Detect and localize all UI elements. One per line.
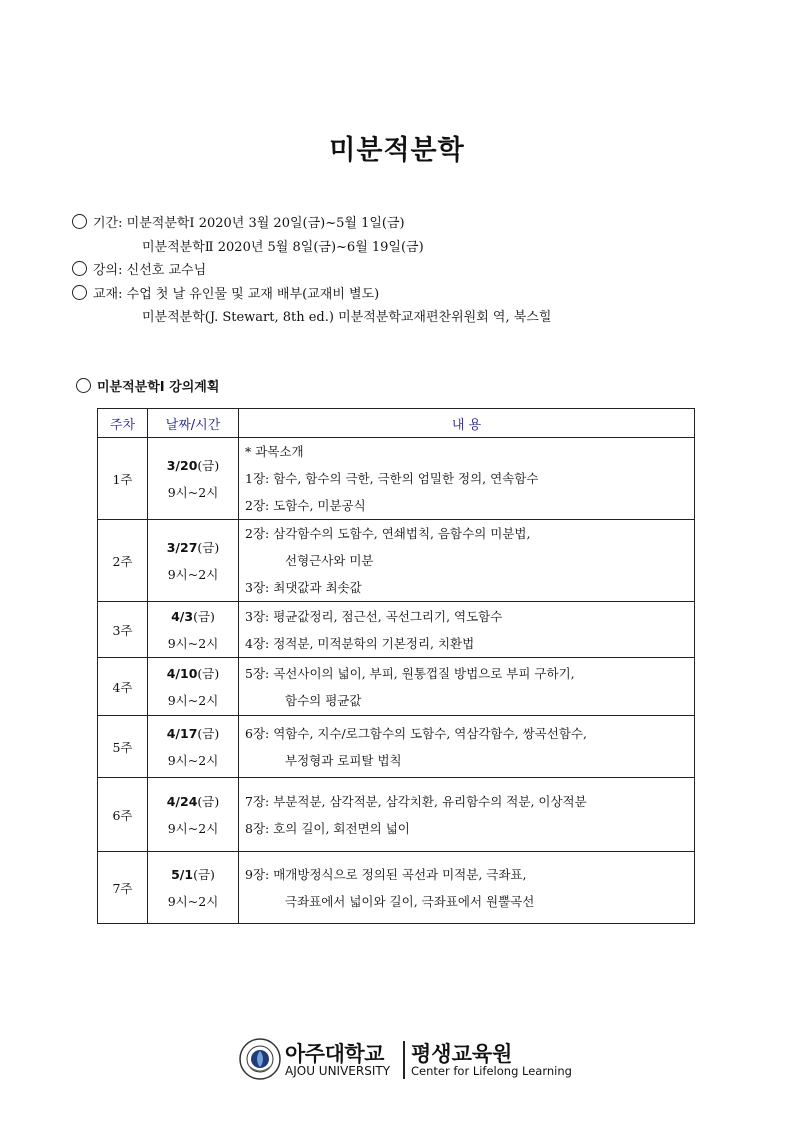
table-header-row (98, 409, 695, 438)
logo-center-kr: 평생교육원 (411, 1042, 513, 1066)
period-2: 미분적분학Ⅱ 2020년 5월 8일(금)~6월 19일(금) (142, 239, 424, 255)
date-cell (148, 658, 239, 716)
section-heading (76, 376, 219, 395)
lecturer-label: 강의: (93, 263, 123, 278)
date-cell (148, 602, 239, 658)
table-row (98, 438, 695, 520)
content-line: 4장: 정적분, 미적분학의 기본정리, 치환법 (245, 635, 475, 651)
date-text (148, 720, 238, 747)
week-cell: 5주 (98, 716, 148, 778)
circle-bullet-icon (72, 214, 87, 229)
period-line (72, 212, 551, 236)
content-line: 선형근사와 미분 (285, 553, 374, 568)
content-line: 3장: 최댓값과 최솟값 (245, 580, 362, 595)
header-week: 주차 (98, 409, 148, 438)
content-line: 9장: 매개방정식으로 정의된 곡선과 미적분, 극좌표, (245, 866, 527, 882)
period-1: 미분적분학Ⅰ 2020년 3월 20일(금)~5월 1일(금) (126, 216, 405, 231)
table-row (98, 658, 695, 716)
content-line: 극좌표에서 넓이와 길이, 극좌표에서 원뿔곡선 (285, 893, 535, 909)
header-date: 날짜/시간 (148, 409, 239, 438)
content-cell (239, 602, 695, 658)
header-content: 내 용 (239, 409, 695, 438)
time-text: 9시~2시 (167, 752, 219, 768)
table-row (98, 716, 695, 778)
time-text: 9시~2시 (167, 893, 219, 909)
content-line: 7장: 부분적분, 삼각적분, 삼각치환, 유리함수의 적분, 이상적분 (245, 793, 587, 809)
date-text (148, 660, 238, 687)
date-value: 4/10 (166, 665, 198, 681)
day-of-week: (금) (197, 457, 220, 473)
day-of-week: (금) (197, 665, 220, 681)
date-cell (148, 716, 239, 778)
time-text: 9시~2시 (167, 820, 219, 836)
logo-divider (403, 1041, 405, 1079)
date-text (148, 452, 238, 479)
week-cell: 6주 (98, 778, 148, 852)
logo-univ-en: AJOU UNIVERSITY (285, 1064, 391, 1078)
time-text: 9시~2시 (167, 484, 219, 500)
time-text: 9시~2시 (167, 566, 219, 582)
day-of-week: (금) (197, 725, 220, 741)
content-line: 3장: 평균값정리, 점근선, 곡선그리기, 역도함수 (245, 608, 503, 624)
table-row (98, 520, 695, 602)
day-of-week: (금) (197, 539, 220, 555)
lecturer-line (72, 259, 551, 283)
date-value: 5/1 (171, 866, 194, 882)
content-line: 1장: 함수, 함수의 극한, 극한의 엄밀한 정의, 연속함수 (245, 471, 539, 486)
content-cell (239, 716, 695, 778)
content-line: 함수의 평균값 (285, 692, 362, 708)
date-text (148, 603, 238, 630)
day-of-week: (금) (197, 793, 220, 809)
circle-bullet-icon (72, 261, 87, 276)
day-of-week: (금) (193, 866, 215, 882)
textbook-label: 교재: (93, 286, 123, 302)
table-row (98, 852, 695, 924)
content-line: * 과목소개 (245, 444, 304, 459)
date-value: 4/24 (166, 793, 198, 809)
table-body (98, 438, 695, 924)
table-row (98, 778, 695, 852)
textbook-1: 수업 첫 날 유인물 및 교재 배부(교재비 별도) (126, 286, 380, 302)
date-text (148, 861, 238, 888)
week-cell: 7주 (98, 852, 148, 924)
lecturer-name: 신선호 교수님 (126, 263, 207, 278)
period-line-2 (72, 236, 551, 260)
content-line: 6장: 역함수, 지수/로그함수의 도함수, 역삼각함수, 쌍곡선함수, (245, 725, 587, 741)
content-cell (239, 852, 695, 924)
university-seal-icon (238, 1037, 282, 1081)
textbook-2: 미분적분학(J. Stewart, 8th ed.) 미분적분학교재편찬위원회 역, 북스힐 (142, 310, 552, 325)
period-label: 기간: (93, 216, 123, 231)
logo-center-en: Center for Lifelong Learning (411, 1064, 572, 1078)
section-title: 미분적분학Ⅰ 강의계획 (97, 380, 220, 395)
content-cell (239, 778, 695, 852)
time-text: 9시~2시 (167, 692, 219, 708)
content-line: 5장: 곡선사이의 넓이, 부피, 원통껍질 방법으로 부피 구하기, (245, 665, 575, 681)
textbook-line (72, 283, 551, 307)
date-cell (148, 778, 239, 852)
date-cell (148, 520, 239, 602)
time-text: 9시~2시 (167, 635, 219, 651)
week-cell: 1주 (98, 438, 148, 520)
circle-bullet-icon (72, 285, 87, 300)
date-value: 3/20 (166, 457, 198, 473)
date-text (148, 534, 238, 561)
logo-univ-kr: 아주대학교 (285, 1042, 384, 1066)
date-cell (148, 438, 239, 520)
content-cell (239, 520, 695, 602)
footer-logo (238, 1035, 588, 1083)
week-cell: 3주 (98, 602, 148, 658)
content-line: 부정형과 로피탈 법칙 (285, 752, 402, 768)
content-cell (239, 658, 695, 716)
week-cell: 4주 (98, 658, 148, 716)
circle-bullet-icon (76, 378, 91, 393)
lecture-plan-table (97, 408, 695, 924)
date-value: 3/27 (166, 539, 198, 555)
content-line: 2장: 도함수, 미분공식 (245, 498, 366, 513)
table-row (98, 602, 695, 658)
textbook-line-2 (72, 306, 551, 330)
date-value: 4/17 (166, 725, 198, 741)
content-line: 8장: 호의 길이, 회전면의 넓이 (245, 820, 410, 836)
date-text (148, 788, 238, 815)
date-cell (148, 852, 239, 924)
page-title: 미분적분학 (329, 135, 465, 166)
course-info (72, 212, 551, 330)
date-value: 4/3 (171, 608, 194, 624)
day-of-week: (금) (193, 608, 215, 624)
week-cell: 2주 (98, 520, 148, 602)
content-cell (239, 438, 695, 520)
content-line: 2장: 삼각함수의 도함수, 연쇄법칙, 음함수의 미분법, (245, 526, 531, 541)
